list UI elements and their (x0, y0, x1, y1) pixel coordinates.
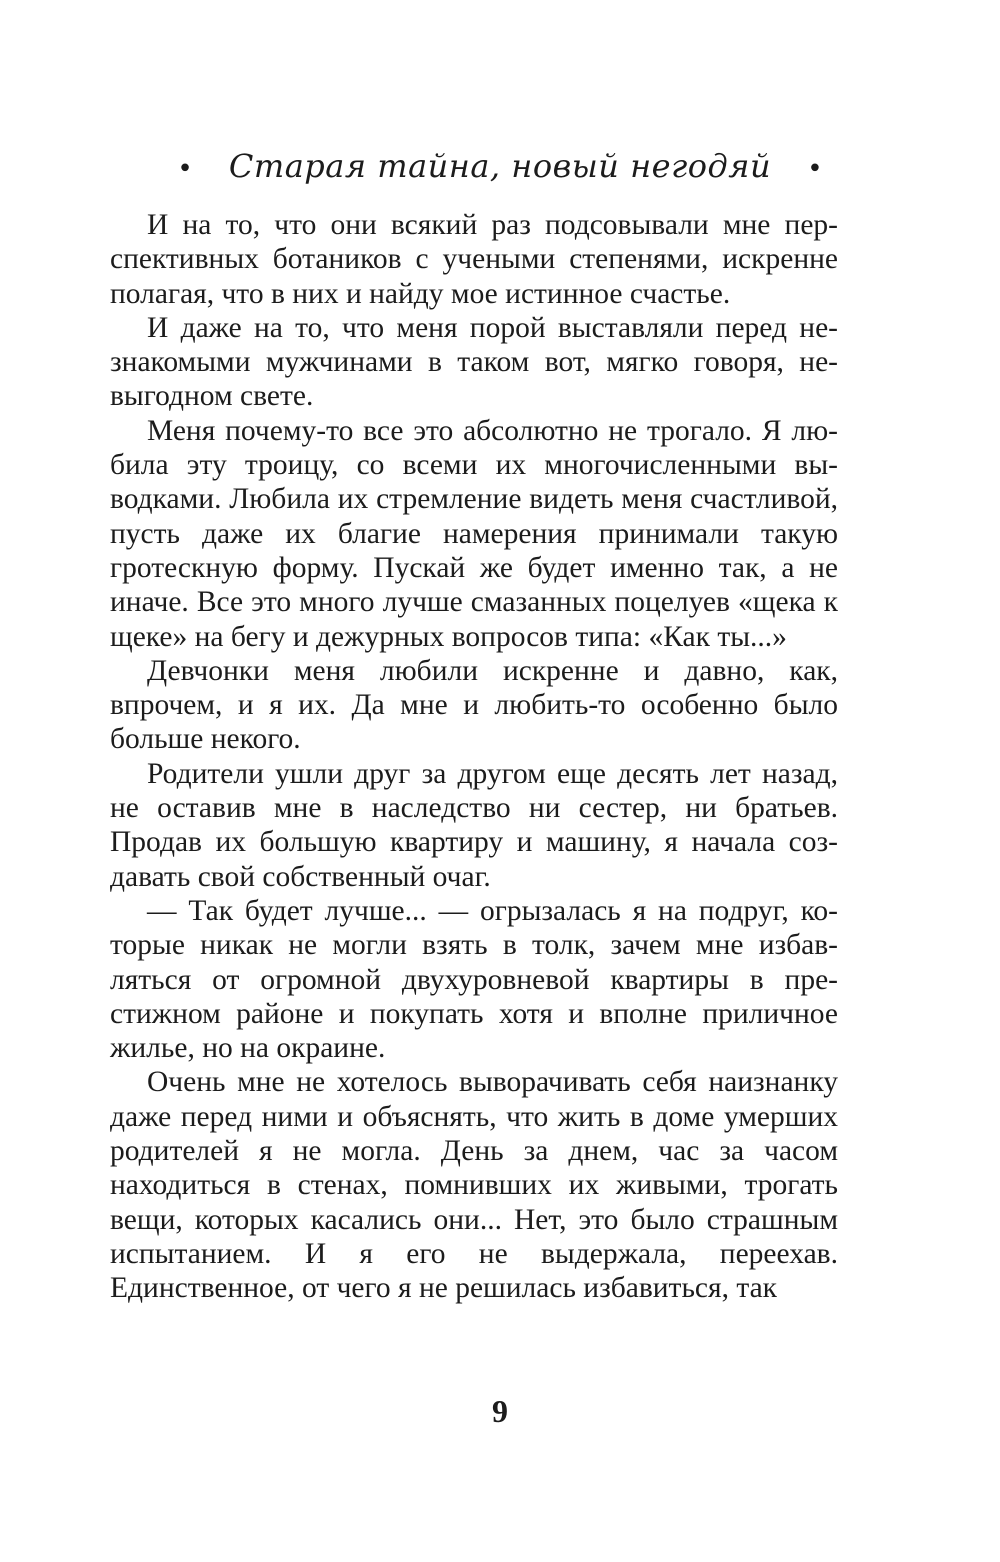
paragraph: И на то, что они всякий раз подсовывали мне перспективных ботаников с учеными степенями, искренне полагая, что в них и найду мое истинное счастье. (110, 209, 838, 310)
paragraph: И даже на то, что меня порой выставляли перед незнакомыми мужчинами в таком вот, мягко говоря, невыгодном свете. (110, 311, 838, 413)
header-bullet-left: • (177, 153, 193, 184)
running-header-title: Старая тайна, новый негодяй (228, 147, 772, 185)
paragraph: Очень мне не хотелось выворачивать себя наизнанку даже перед ними и объяснять, что жить в доме умерших родителей я не могла. День за днем, час за часом находиться в стенах, помнивших их живыми, трогать вещи, которых касались они... Нет, это было страшным испытанием. И я его не выдержала, переехав. Единственное, от чего я не решилась избавиться, так (110, 1066, 838, 1305)
header-bullet-right: • (807, 153, 823, 184)
body-text (110, 208, 838, 1306)
paragraph: Родители ушли друг за другом еще десять лет назад, не оставив мне в наследство ни сестер, ни братьев. Продав их большую квартиру и машину, я начала создавать свой собственный очаг. (110, 757, 838, 893)
running-header (0, 138, 1000, 197)
paragraph: Меня почему-то все это абсолютно не трогало. Я любила эту троицу, со всеми их многочисленными выводками. Любила их стремление видеть меня счастливой, пусть даже их благие намерения принимали такую гротескную форму. Пускай же будет именно так, а не иначе. Все это много лучше смазанных поцелуев «щека к щеке» на бегу и дежурных вопросов типа: «Как ты...» (110, 414, 838, 653)
page-number: 9 (492, 1393, 508, 1429)
paragraph: Девчонки меня любили искренне и давно, как, впрочем, и я их. Да мне и любить-то особенно было больше некого. (110, 654, 838, 756)
paragraph: — Так будет лучше... — огрызалась я на подруг, которые никак не могли взять в толк, зачем мне избавляться от огромной двухуровневой квартиры в престижном районе и покупать хотя и вполне приличное жилье, но на окраине. (110, 894, 838, 1065)
